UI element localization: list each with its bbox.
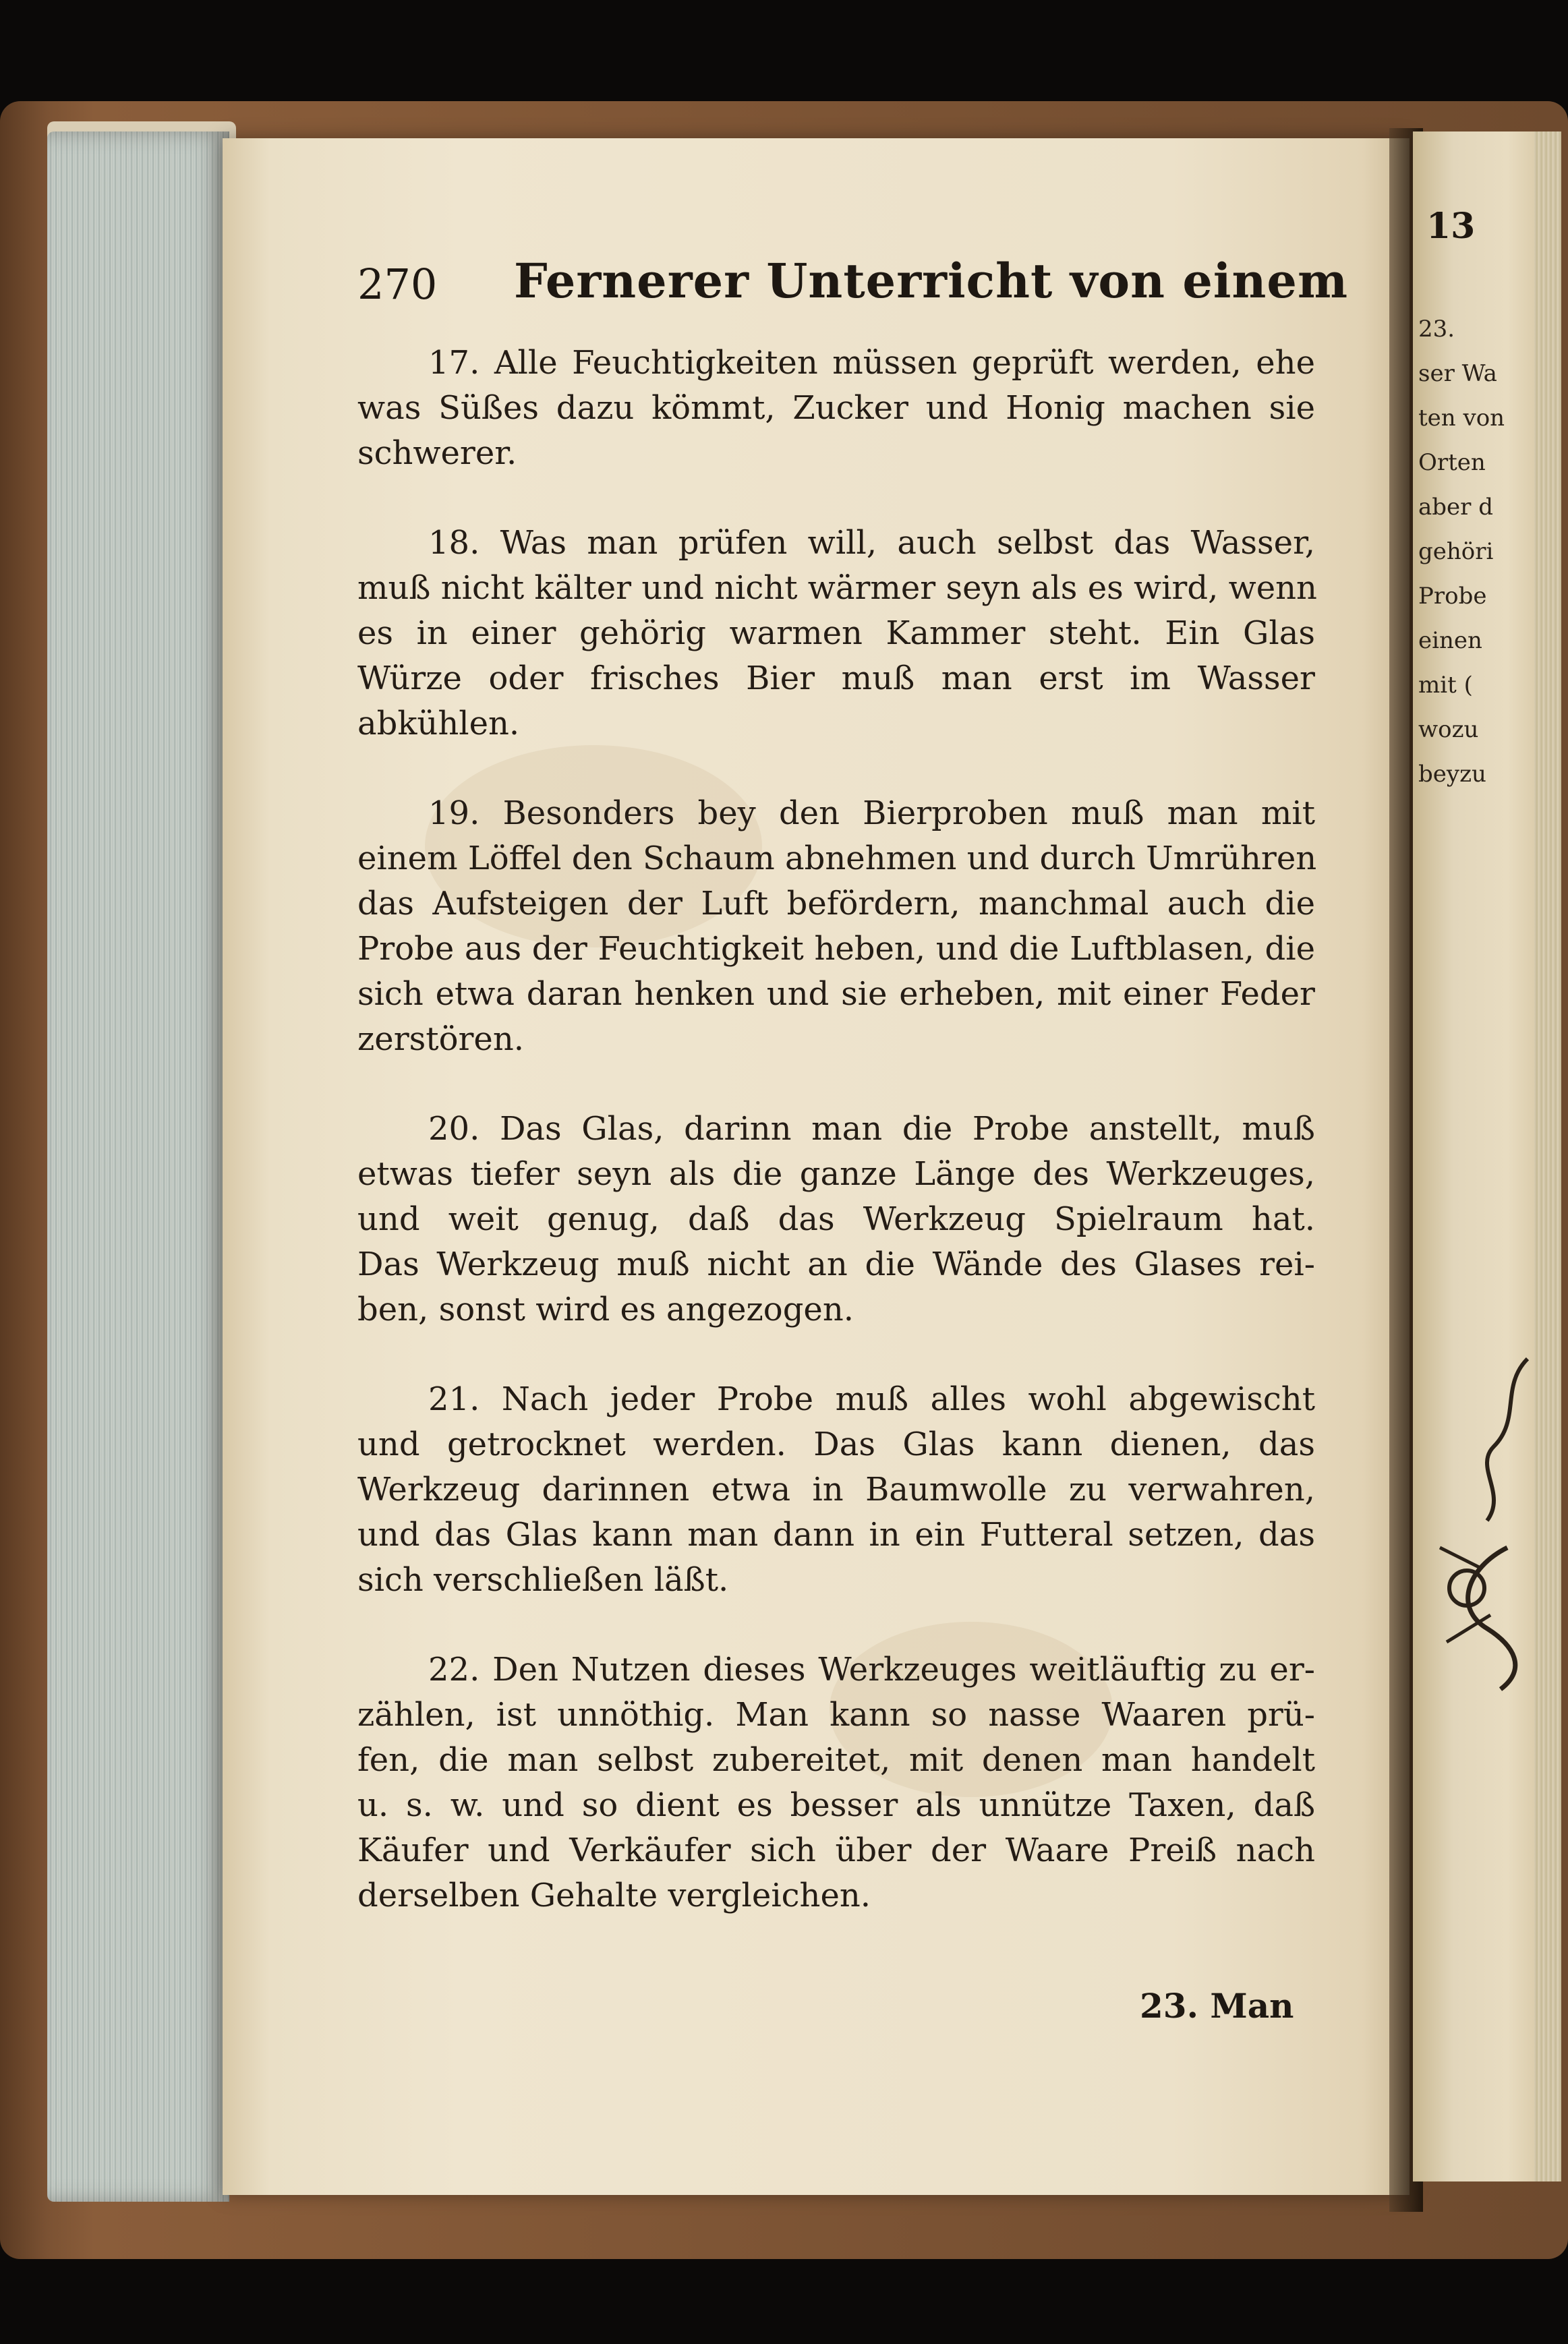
text-line: Probe aus der Feuchtigkeit heben, und die Luftblasen, die (357, 930, 1315, 968)
facing-text-fragment: wozu (1418, 716, 1479, 743)
facing-text-fragment: gehöri (1418, 538, 1494, 565)
text-line: 22. Den Nutzen dieses Werkzeuges weitläuftig zu er- (428, 1651, 1315, 1689)
text-line: sich etwa daran henken und sie erheben, mit einer Feder (357, 975, 1315, 1013)
text-line: abkühlen. (357, 705, 520, 742)
page-number: 270 (357, 260, 438, 309)
text-line: Käufer und Verkäufer sich über der Waare Preiß nach (357, 1832, 1315, 1869)
text-line: 17. Alle Feuchtigkeiten müssen geprüft werden, ehe (428, 344, 1315, 382)
text-line: und das Glas kann man dann in ein Futteral setzen, das (357, 1516, 1315, 1554)
facing-text-fragment: Orten (1418, 449, 1486, 476)
text-line: und getrocknet werden. Das Glas kann dienen, das (357, 1426, 1315, 1463)
text-line: 18. Was man prüfen will, auch selbst das Wasser, (428, 524, 1315, 562)
paragraph-p21 (357, 1377, 1315, 1603)
running-head: Fernerer Unterricht von einem (514, 253, 1349, 309)
text-line: etwas tiefer seyn als die ganze Länge des Werkzeuges, (357, 1155, 1315, 1193)
facing-page (1413, 131, 1548, 2181)
text-line: u. s. w. und so dient es besser als unnütze Taxen, daß (357, 1786, 1315, 1824)
text-line: zählen, ist unnöthig. Man kann so nasse Waaren prü- (357, 1696, 1315, 1734)
paragraph-p22 (357, 1647, 1315, 1918)
text-line: schwerer. (357, 434, 517, 472)
page-body (357, 341, 1315, 1963)
text-line: es in einer gehörig warmen Kammer steht. Ein Glas (357, 614, 1315, 652)
paragraph-p18 (357, 521, 1315, 746)
page-header (357, 253, 1349, 314)
text-line: zerstören. (357, 1020, 524, 1058)
paragraph-p19 (357, 791, 1315, 1062)
paragraph-p20 (357, 1107, 1315, 1332)
text-line: derselben Gehalte vergleichen. (357, 1877, 871, 1914)
facing-page-number: 13 (1426, 206, 1476, 247)
facing-text-fragment: einen (1418, 627, 1482, 654)
text-line: einem Löffel den Schaum abnehmen und durch Umrühren (357, 840, 1317, 877)
facing-text-fragment: aber d (1418, 494, 1493, 521)
facing-text-fragment: Probe (1418, 583, 1487, 610)
text-line: und weit genug, daß das Werkzeug Spielraum hat. (357, 1200, 1315, 1238)
page-block-edge (47, 131, 229, 2202)
catchword: 23. Man (1140, 1986, 1294, 2026)
decorative-ornament (1426, 1345, 1541, 1696)
text-line: 20. Das Glas, darinn man die Probe anstellt, muß (428, 1110, 1315, 1148)
facing-page-edge (1534, 131, 1561, 2181)
text-line: ben, sonst wird es angezogen. (357, 1291, 854, 1328)
facing-text-fragment: beyzu (1418, 761, 1486, 788)
paragraph-p17 (357, 341, 1315, 476)
facing-text-fragment: 23. (1418, 316, 1455, 343)
text-line: fen, die man selbst zubereitet, mit denen man handelt (357, 1741, 1315, 1779)
text-line: Würze oder frisches Bier muß man erst im Wasser (357, 660, 1315, 697)
text-line: sich verschließen läßt. (357, 1561, 729, 1599)
text-line: Werkzeug darinnen etwa in Baumwolle zu verwahren, (357, 1471, 1315, 1508)
facing-text-fragment: mit ( (1418, 672, 1473, 699)
facing-text-fragment: ten von (1418, 405, 1505, 432)
facing-page-text (1418, 307, 1543, 796)
text-line: 19. Besonders bey den Bierproben muß man mit (428, 794, 1315, 832)
text-line: was Süßes dazu kömmt, Zucker und Honig machen sie (357, 389, 1315, 427)
text-line: 21. Nach jeder Probe muß alles wohl abgewischt (428, 1380, 1315, 1418)
text-line: das Aufsteigen der Luft befördern, manchmal auch die (357, 885, 1315, 922)
facing-text-fragment: ser Wa (1418, 360, 1497, 387)
text-line: muß nicht kälter und nicht wärmer seyn als es wird, wenn (357, 569, 1317, 607)
text-line: Das Werkzeug muß nicht an die Wände des Glases rei- (357, 1246, 1315, 1283)
